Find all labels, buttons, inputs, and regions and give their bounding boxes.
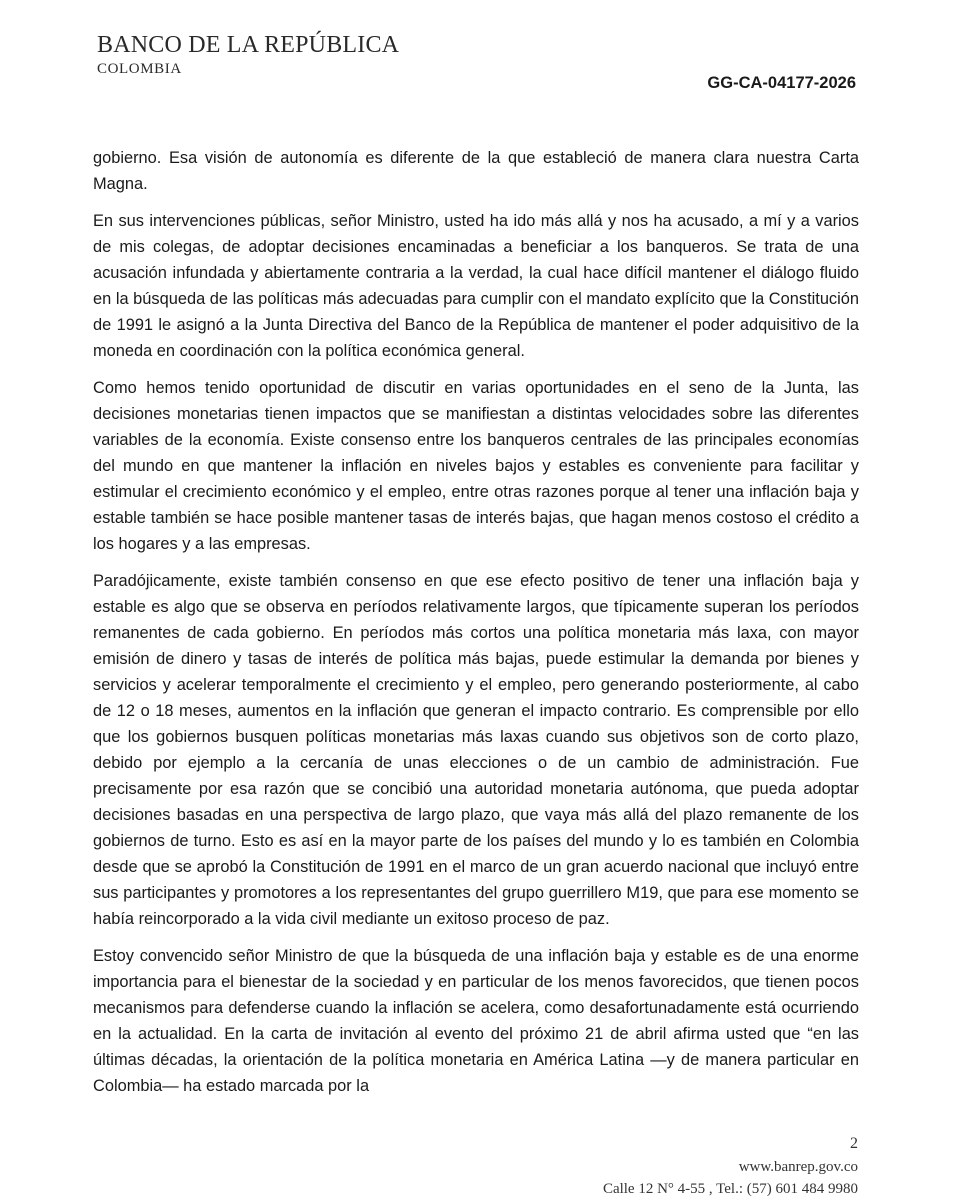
footer-contact — [603, 1156, 858, 1200]
footer-address: Calle 12 N° 4-55 , Tel.: (57) 601 484 9980 — [602, 1181, 858, 1197]
paragraph: Estoy convencido señor Ministro de que la búsqueda de una inflación baja y estable es de una enorme importancia para el bienestar de la sociedad y en particular de los menos favorecidos, que tienen pocos mecanismos para defenderse cuando la inflación se acelera, como desafortunadamente está ocurriendo en la actualidad. En la carta de invitación al evento del próximo 21 de abril afirma usted que “en las últimas décadas, la orientación de la política monetaria en América Latina —y de manera particular en Colombia— ha estado marcada por la — [93, 947, 859, 1095]
paragraph: En sus intervenciones públicas, señor Ministro, usted ha ido más allá y nos ha acusado, a mí y a varios de mis colegas, de adoptar decisiones encaminadas a beneficiar a los banqueros. Se trata de una acusación infundada y abiertamente contraria a la verdad, la cual hace difícil mantener el diálogo fluido en la búsqueda de las políticas más adecuadas para cumplir con el mandato explícito que la Constitución de 1991 le asignó a la Junta Directiva del Banco de la República de mantener el poder adquisitivo de la moneda en coordinación con la política económica general. — [93, 212, 859, 360]
logo-bank-name: BANCO DE LA REPÚBLICA — [97, 32, 400, 58]
document-reference: GG-CA-04177-2026 — [707, 74, 856, 92]
paragraph: Como hemos tenido oportunidad de discutir en varias oportunidades en el seno de la Junta, las decisiones monetarias tienen impactos que se manifiestan a distintas velocidades sobre las diferentes variables de la economía. Existe consenso entre los banqueros centrales de las principales economías del mundo en que mantener la inflación en niveles bajos y estables es conveniente para facilitar y estimular el crecimiento económico y el empleo, entre otras razones porque al tener una inflación baja y estable también se hace posible mantener tasas de interés bajas, que hagan menos costoso el crédito a los hogares y a las empresas. — [93, 379, 859, 553]
bank-logo — [97, 30, 399, 78]
letter-body — [93, 145, 859, 1110]
logo-country: COLOMBIA — [97, 61, 182, 77]
paragraph: gobierno. Esa visión de autonomía es diferente de la que estableció de manera clara nuestra Carta Magna. — [93, 149, 859, 193]
page-number: 2 — [850, 1135, 858, 1152]
paragraph: Paradójicamente, existe también consenso en que ese efecto positivo de tener una inflación baja y estable es algo que se observa en períodos relativamente largos, que típicamente superan los períodos remanentes de cada gobierno. En períodos más cortos una política monetaria más laxa, con mayor emisión de dinero y tasas de interés de política más bajas, puede estimular la demanda por bienes y servicios y acelerar temporalmente el crecimiento y el empleo, pero generando posteriormente, al cabo de 12 o 18 meses, aumentos en la inflación que generan el impacto contrario. Es comprensible por ello que los gobiernos busquen políticas monetarias más laxas cuando sus objetivos son de corto plazo, debido por ejemplo a la cercanía de unas elecciones o de un cambio de administración. Fue precisamente por esa razón que se concibió una autoridad monetaria autónoma, que pueda adoptar decisiones basadas en una perspectiva de largo plazo, que vaya más allá del plazo remanente de los gobiernos de turno. Esto es así en la mayor parte de los países del mundo y lo es también en Colombia desde que se aprobó la Constitución de 1991 en el marco de un gran acuerdo nacional que incluyó entre sus participantes y promotores a los representantes del grupo guerrillero M19, que para ese momento se había reincorporado a la vida civil mediante un exitoso proceso de paz. — [93, 572, 859, 928]
footer-website: www.banrep.gov.co — [738, 1159, 858, 1175]
